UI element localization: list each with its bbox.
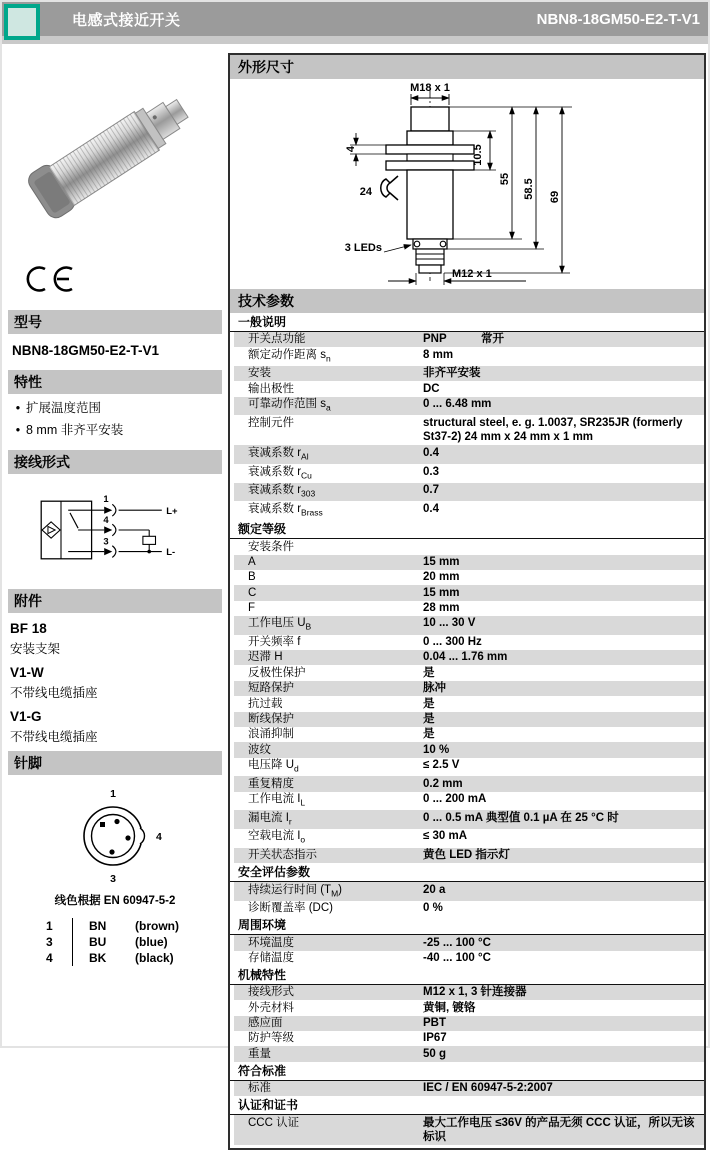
parameter-label xyxy=(234,829,423,847)
parameter-label xyxy=(234,848,423,863)
parameter-label-text: 控制元件 xyxy=(248,416,294,429)
parameter-label-text: 工作电压 U xyxy=(248,617,306,630)
table-row xyxy=(234,1046,704,1061)
parameter-label xyxy=(234,1047,423,1062)
bullet-icon: • xyxy=(15,423,21,437)
parameter-label-text: 开关频率 f xyxy=(248,636,301,649)
wire-row xyxy=(46,950,222,966)
parameter-label-text: 诊断覆盖率 (DC) xyxy=(248,902,333,915)
parameter-value: 是 xyxy=(423,712,435,725)
parameter-value: 50 g xyxy=(423,1047,447,1060)
wiring-diagram xyxy=(8,484,222,579)
parameter-label-text: C xyxy=(248,586,257,599)
page-title: 电感式接近开关 xyxy=(72,11,181,29)
parameter-value: 黄色 LED 指示灯 xyxy=(423,849,510,862)
hex-nut-2 xyxy=(386,161,474,170)
svg-text:4: 4 xyxy=(103,514,109,526)
parameter-value: structural steel, e. g. 1.0037, SR235JR (formerly St37-2) 24 mm x 24 mm x 1 mm xyxy=(423,416,683,444)
table-row xyxy=(234,727,704,742)
parameter-value: 15 mm xyxy=(423,586,460,599)
parameter-label xyxy=(234,883,423,901)
parameter-label-text: 衰减系数 r xyxy=(248,446,302,459)
parameter-value: 黄铜, 镀铬 xyxy=(423,1001,476,1014)
parameter-label xyxy=(234,1001,423,1016)
table-row xyxy=(234,445,704,464)
parameter-label-text: 重复精度 xyxy=(248,777,294,790)
wire-pin: 1 xyxy=(46,919,53,933)
page-header xyxy=(2,2,708,36)
parameter-label-subscript: 303 xyxy=(301,488,316,499)
parameter-label xyxy=(234,348,423,366)
feature-list xyxy=(10,401,222,438)
table-row xyxy=(234,951,704,966)
tech-group-heading: 一般说明 xyxy=(230,313,704,332)
table-row xyxy=(234,601,704,616)
parameter-label xyxy=(234,758,423,776)
bullet-icon: • xyxy=(15,401,21,415)
accessory-name: V1-W xyxy=(10,665,44,680)
tech-group-heading: 周围环境 xyxy=(230,916,704,935)
parameter-label xyxy=(234,951,423,966)
parameter-label xyxy=(234,465,423,483)
table-row xyxy=(234,347,704,366)
parameter-label-text: B xyxy=(248,571,256,584)
pin-1-dot xyxy=(100,822,105,827)
parameter-label-subscript: d xyxy=(294,763,299,774)
table-row xyxy=(234,635,704,650)
parameter-label-text: 短路保护 xyxy=(248,682,294,695)
table-row xyxy=(234,985,704,1000)
parameter-value: 0.04 ... 1.76 mm xyxy=(423,651,508,664)
table-row xyxy=(234,1115,704,1145)
tech-parameter-table xyxy=(230,313,704,1148)
parameter-label xyxy=(234,570,423,585)
svg-text:3 LEDs: 3 LEDs xyxy=(344,242,382,254)
table-row xyxy=(234,681,704,696)
svg-text:3: 3 xyxy=(103,536,109,548)
right-column xyxy=(228,53,706,1150)
parameter-label-subscript: a xyxy=(325,402,331,413)
parameter-label-text: 衰减系数 r xyxy=(248,465,302,478)
wire-code: BU xyxy=(72,934,135,950)
parameter-label xyxy=(234,1031,423,1046)
parameter-value: 非齐平安装 xyxy=(423,367,481,380)
table-row xyxy=(234,539,704,554)
parameter-label xyxy=(234,777,423,792)
parameter-value: 10 % xyxy=(423,743,450,756)
tech-group-heading: 安全评估参数 xyxy=(230,863,704,882)
pin-3-dot xyxy=(109,849,114,854)
section-pinout-heading: 针脚 xyxy=(8,751,222,775)
table-row xyxy=(234,585,704,600)
pinout-diagram xyxy=(8,783,222,890)
parameter-value: 0.4 xyxy=(423,502,439,515)
parameter-label xyxy=(234,332,423,347)
parameter-label xyxy=(234,540,423,555)
load-resistor-icon xyxy=(143,536,156,544)
parameter-label xyxy=(234,727,423,742)
table-row xyxy=(234,848,704,863)
parameter-label-text: 空载电流 I xyxy=(248,830,301,843)
parameter-label-text: CCC 认证 xyxy=(248,1116,300,1129)
section-connection-heading: 接线形式 xyxy=(8,450,222,474)
parameter-value: 20 a xyxy=(423,883,446,896)
parameter-label xyxy=(234,666,423,681)
svg-text:24: 24 xyxy=(359,186,372,198)
pin-4-dot xyxy=(125,835,130,840)
table-row xyxy=(234,758,704,777)
parameter-label-text: 安装条件 xyxy=(248,540,294,553)
table-row xyxy=(234,776,704,791)
parameter-label xyxy=(234,502,423,520)
svg-text:4: 4 xyxy=(156,831,162,843)
parameter-label-text: 抗过载 xyxy=(248,697,283,710)
section-tech-heading: 技术参数 xyxy=(230,289,704,313)
header-part-number: NBN8-18GM50-E2-T-V1 xyxy=(536,10,700,28)
parameter-label-text: 安装 xyxy=(248,367,271,380)
parameter-value: M12 x 1, 3 针连接器 xyxy=(423,986,527,999)
feature-item xyxy=(10,423,222,438)
parameter-value: 0.4 xyxy=(423,446,439,459)
parameter-value: -40 ... 100 °C xyxy=(423,951,491,964)
table-row xyxy=(234,665,704,680)
header-underline-strip xyxy=(2,36,708,44)
parameter-label-text: 漏电流 I xyxy=(248,811,289,824)
dimension-drawing xyxy=(230,79,704,289)
svg-text:1: 1 xyxy=(110,788,116,800)
parameter-label-subscript: M xyxy=(331,887,339,898)
parameter-label-text: 电压降 U xyxy=(248,759,294,772)
parameter-label xyxy=(234,743,423,758)
wire-row xyxy=(46,934,222,950)
led-dot xyxy=(440,241,446,247)
table-row xyxy=(234,415,704,445)
parameter-label-text: 环境温度 xyxy=(248,936,294,949)
parameter-label-text: 迟滞 H xyxy=(248,651,283,664)
table-row xyxy=(234,501,704,520)
parameter-label-subscript: r xyxy=(288,816,292,827)
parameter-label xyxy=(234,416,423,445)
wrench-icon xyxy=(381,176,398,200)
table-row xyxy=(234,464,704,483)
svg-text:L+: L+ xyxy=(166,505,178,517)
parameter-label xyxy=(234,985,423,1000)
parameter-label-text: 工作电流 I xyxy=(248,793,301,806)
parameter-label xyxy=(234,1016,423,1031)
model-number: NBN8-18GM50-E2-T-V1 xyxy=(12,343,160,358)
parameter-label-text: 浪涌抑制 xyxy=(248,728,294,741)
plug-pin-icon xyxy=(104,507,112,514)
switch-contact-icon xyxy=(70,513,78,528)
parameter-label xyxy=(234,446,423,464)
parameter-value: DC xyxy=(423,382,440,395)
parameter-label-text: 重量 xyxy=(248,1047,271,1060)
parameter-label-text: A xyxy=(248,555,256,568)
tech-group-heading: 认证和证书 xyxy=(230,1096,704,1115)
table-row xyxy=(234,1000,704,1015)
parameter-label xyxy=(234,936,423,951)
svg-text:69: 69 xyxy=(549,190,561,204)
parameter-value: 0 % xyxy=(423,902,443,915)
svg-text:3: 3 xyxy=(110,873,116,885)
parameter-label-end: ) xyxy=(338,883,342,896)
parameter-label-subscript: Cu xyxy=(301,469,312,480)
parameter-label xyxy=(234,712,423,727)
feature-item xyxy=(10,401,222,416)
parameter-value: 0.7 xyxy=(423,484,439,497)
wire-code: BN xyxy=(72,918,135,934)
product-photo xyxy=(8,50,222,260)
parameter-label xyxy=(234,681,423,696)
svg-text:1: 1 xyxy=(103,494,109,506)
ce-mark-icon xyxy=(24,264,222,296)
parameter-label xyxy=(234,635,423,650)
tech-group-heading: 符合标准 xyxy=(230,1062,704,1081)
parameter-label-text: 衰减系数 r xyxy=(248,484,302,497)
table-row xyxy=(234,712,704,727)
parameter-value: PBT xyxy=(423,1017,446,1030)
parameter-label xyxy=(234,650,423,665)
parameter-value: 8 mm xyxy=(423,348,454,361)
accessories-list xyxy=(8,621,222,745)
table-row xyxy=(234,616,704,635)
left-column xyxy=(8,50,222,966)
parameter-label xyxy=(234,382,423,397)
table-row xyxy=(234,829,704,848)
parameter-value: 0 ... 6.48 mm xyxy=(423,398,492,411)
parameter-value: 15 mm xyxy=(423,555,460,568)
parameter-label-text: 开关状态指示 xyxy=(248,849,317,862)
parameter-value: 是 xyxy=(423,697,435,710)
table-row xyxy=(234,792,704,811)
parameter-label xyxy=(234,792,423,810)
parameter-label-text: 开关点功能 xyxy=(248,333,306,346)
parameter-value: 最大工作电压 ≤36V 的产品无须 CCC 认证，所以无该标识 xyxy=(423,1116,695,1144)
svg-text:M18 x 1: M18 x 1 xyxy=(410,82,450,94)
table-row xyxy=(234,381,704,396)
section-model-heading: 型号 xyxy=(8,310,222,334)
parameter-label-text: 波纹 xyxy=(248,743,271,756)
parameter-label-text: 断线保护 xyxy=(248,712,294,725)
parameter-value: PNP 常开 xyxy=(423,333,504,346)
wire-color: (black) xyxy=(135,951,174,965)
wire-color-table xyxy=(46,918,222,966)
svg-text:10.5: 10.5 xyxy=(472,144,484,166)
table-row xyxy=(234,742,704,757)
table-row xyxy=(234,332,704,347)
plug-pin-icon xyxy=(104,526,112,533)
plug-pin-icon xyxy=(104,548,112,555)
wire-color: (brown) xyxy=(135,919,179,933)
parameter-label xyxy=(234,366,423,381)
svg-text:4: 4 xyxy=(345,145,357,153)
parameter-label-text: F xyxy=(248,602,256,615)
section-dimensions-heading: 外形尺寸 xyxy=(230,55,704,79)
parameter-value: ≤ 2.5 V xyxy=(423,759,460,772)
parameter-value: 0.2 mm xyxy=(423,777,463,790)
parameter-value: 10 ... 30 V xyxy=(423,617,476,630)
tech-group-heading: 机械特性 xyxy=(230,966,704,985)
svg-text:55: 55 xyxy=(499,172,511,186)
parameter-label xyxy=(234,586,423,601)
accessory-description: 不带线电缆插座 xyxy=(10,686,98,700)
table-row xyxy=(234,570,704,585)
table-row xyxy=(234,696,704,711)
pin-2-dot xyxy=(114,819,119,824)
parameter-value: 0.3 xyxy=(423,465,439,478)
parameter-label-subscript: L xyxy=(300,797,306,808)
parameter-value: 0 ... 200 mA xyxy=(423,793,487,806)
parameter-value: 是 xyxy=(423,728,435,741)
parameter-label xyxy=(234,483,423,501)
accessory-description: 安装支架 xyxy=(10,642,61,656)
svg-text:58.5: 58.5 xyxy=(523,178,535,200)
parameter-label xyxy=(234,901,423,916)
parameter-value: 28 mm xyxy=(423,602,460,615)
parameter-label-text: 标准 xyxy=(248,1082,271,1095)
parameter-label xyxy=(234,616,423,634)
tech-group-heading: 额定等级 xyxy=(230,520,704,539)
parameter-label-text: 衰减系数 r xyxy=(248,502,302,515)
parameter-value: 0 ... 0.5 mA 典型值 0.1 µA 在 25 °C 时 xyxy=(423,811,619,824)
parameter-label-subscript: Brass xyxy=(301,507,323,518)
svg-text:M12 x 1: M12 x 1 xyxy=(452,268,492,280)
section-accessories-heading: 附件 xyxy=(8,589,222,613)
parameter-label-subscript: B xyxy=(305,621,312,632)
parameter-label xyxy=(234,697,423,712)
parameter-label xyxy=(234,1081,423,1096)
parameter-label-subscript: Al xyxy=(301,451,309,462)
wire-color-note: 线色根据 EN 60947-5-2 xyxy=(54,895,176,907)
svg-text:L-: L- xyxy=(166,547,176,559)
parameter-label-text: 感应面 xyxy=(248,1017,283,1030)
parameter-label-text: 输出极性 xyxy=(248,382,294,395)
parameter-label-text: 反极性保护 xyxy=(248,666,306,679)
parameter-value: 脉冲 xyxy=(423,682,446,695)
parameter-label-text: 可靠动作范围 s xyxy=(248,398,326,411)
table-row xyxy=(234,901,704,916)
accessory-description: 不带线电缆插座 xyxy=(10,730,98,744)
table-row xyxy=(234,935,704,950)
brand-logo-icon xyxy=(4,4,40,40)
table-row xyxy=(234,1031,704,1046)
table-row xyxy=(234,1081,704,1096)
wire-pin: 4 xyxy=(46,951,53,965)
parameter-label-text: 存储温度 xyxy=(248,951,294,964)
parameter-value: -25 ... 100 °C xyxy=(423,936,491,949)
wire-code: BK xyxy=(72,950,135,966)
product-photo-image xyxy=(8,50,218,258)
sensor-symbol-icon xyxy=(42,522,60,538)
parameter-label-subscript: n xyxy=(325,353,331,364)
parameter-label-subscript: o xyxy=(300,834,306,845)
table-row xyxy=(234,1016,704,1031)
led-dot xyxy=(414,241,420,247)
parameter-value: 20 mm xyxy=(423,571,460,584)
wire-row xyxy=(46,918,222,934)
table-row xyxy=(234,483,704,502)
parameter-label-text: 外壳材料 xyxy=(248,1001,294,1014)
parameter-label-text: 防护等级 xyxy=(248,1032,294,1045)
parameter-value: ≤ 30 mA xyxy=(423,830,468,843)
accessory-name: V1-G xyxy=(10,709,42,724)
feature-text: 扩展温度范围 xyxy=(26,401,102,415)
table-row xyxy=(234,882,704,901)
wire-color: (blue) xyxy=(135,935,168,949)
table-row xyxy=(234,397,704,416)
parameter-value: 是 xyxy=(423,666,435,679)
parameter-label xyxy=(234,397,423,415)
parameter-label xyxy=(234,811,423,829)
table-row xyxy=(234,555,704,570)
feature-text: 8 mm 非齐平安装 xyxy=(26,423,124,437)
table-row xyxy=(234,650,704,665)
table-row xyxy=(234,810,704,829)
parameter-label xyxy=(234,601,423,616)
parameter-label xyxy=(234,555,423,570)
parameter-value xyxy=(423,540,704,555)
parameter-value: 0 ... 300 Hz xyxy=(423,636,482,649)
parameter-label-text: 接线形式 xyxy=(248,986,294,999)
hex-nut-1 xyxy=(386,145,474,154)
accessory-name: BF 18 xyxy=(10,621,47,636)
parameter-value: IEC / EN 60947-5-2:2007 xyxy=(423,1082,553,1095)
wire-pin: 3 xyxy=(46,935,53,949)
parameter-label xyxy=(234,1116,423,1145)
parameter-value: IP67 xyxy=(423,1032,447,1045)
parameter-label-text: 持续运行时间 (T xyxy=(248,883,332,896)
section-features-heading: 特性 xyxy=(8,370,222,394)
parameter-label-text: 额定动作距离 s xyxy=(248,348,326,361)
table-row xyxy=(234,366,704,381)
